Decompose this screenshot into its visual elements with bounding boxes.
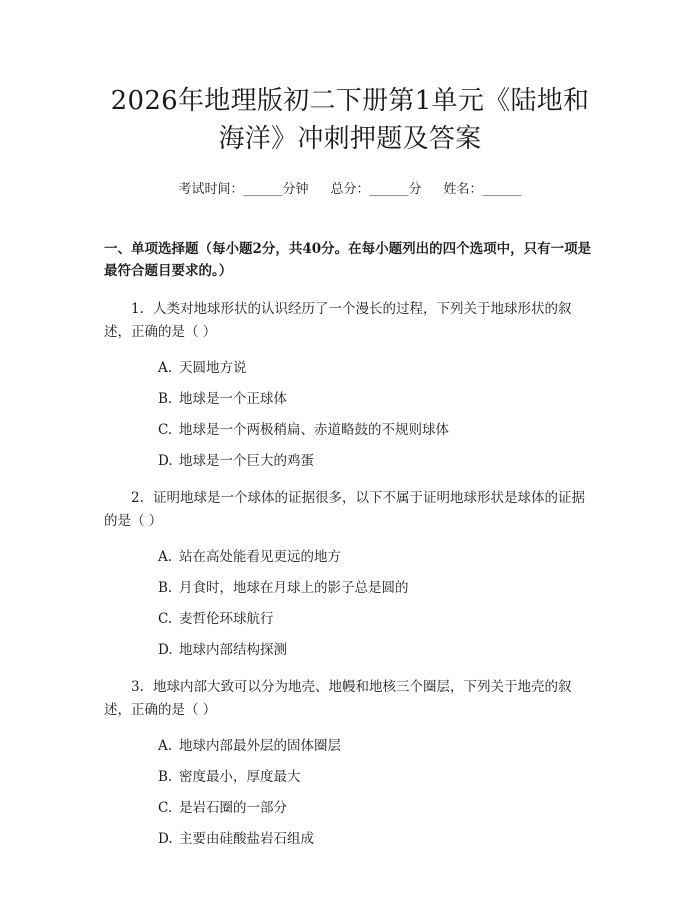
option-text: 地球内部结构探测 [179,642,287,658]
section-header: 一、单项选择题（每小题2分，共40分。在每小题列出的四个选项中，只有一项是最符合题目要求的。） [104,241,592,279]
option-text: 主要由硅酸盐岩石组成 [179,831,314,847]
option-letter: A. [158,549,173,565]
question-2 [104,487,596,533]
option-letter: D. [158,831,173,847]
exam-meta [104,180,596,200]
option-letter: A. [158,360,173,376]
question-number: 2. [131,490,144,506]
student-name: 姓名：______ [443,182,522,197]
exam-score: 总分：______分 [330,182,422,197]
option-a [158,358,596,378]
option-text: 地球内部最外层的固体圈层 [179,738,341,754]
option-letter: C. [158,800,173,816]
option-letter: C. [158,422,173,438]
option-letter: D. [158,453,173,469]
question-number: 1. [131,301,144,317]
question-number: 3. [131,679,144,695]
option-letter: B. [158,391,173,407]
option-letter: A. [158,738,173,754]
question-text: 地球内部大致可以分为地壳、地幔和地核三个圈层，下列关于地壳的叙述，正确的是（ ） [104,679,572,718]
option-text: 地球是一个两极稍扁、赤道略鼓的不规则球体 [179,422,449,438]
option-d [158,829,596,849]
option-c [158,798,596,818]
option-a [158,547,596,567]
option-text: 天圆地方说 [179,360,247,376]
option-text: 麦哲伦环球航行 [179,611,274,627]
question-text: 人类对地球形状的认识经历了一个漫长的过程，下列关于地球形状的叙述，正确的是（ ） [104,301,572,340]
exam-time: 考试时间：______分钟 [178,182,309,197]
option-text: 地球是一个正球体 [179,391,287,407]
question-3-options [104,736,596,849]
question-3 [104,676,596,722]
option-d [158,640,596,660]
question-1-options [104,358,596,471]
option-b [158,389,596,409]
option-text: 月食时，地球在月球上的影子总是圆的 [179,580,409,596]
page-title: 2026年地理版初二下册第1单元《陆地和海洋》冲刺押题及答案 [110,86,590,154]
option-text: 地球是一个巨大的鸡蛋 [179,453,314,469]
question-1 [104,298,596,344]
option-b [158,767,596,787]
option-text: 密度最小，厚度最大 [179,769,301,785]
option-letter: B. [158,769,173,785]
option-text: 站在高处能看见更远的地方 [179,549,341,565]
option-letter: C. [158,611,173,627]
option-c [158,420,596,440]
option-letter: B. [158,580,173,596]
option-text: 是岩石圈的一部分 [179,800,287,816]
option-c [158,609,596,629]
option-b [158,578,596,598]
option-a [158,736,596,756]
question-2-options [104,547,596,660]
option-letter: D. [158,642,173,658]
question-text: 证明地球是一个球体的证据很多，以下不属于证明地球形状是球体的证据的是（ ） [104,490,585,529]
option-d [158,451,596,471]
